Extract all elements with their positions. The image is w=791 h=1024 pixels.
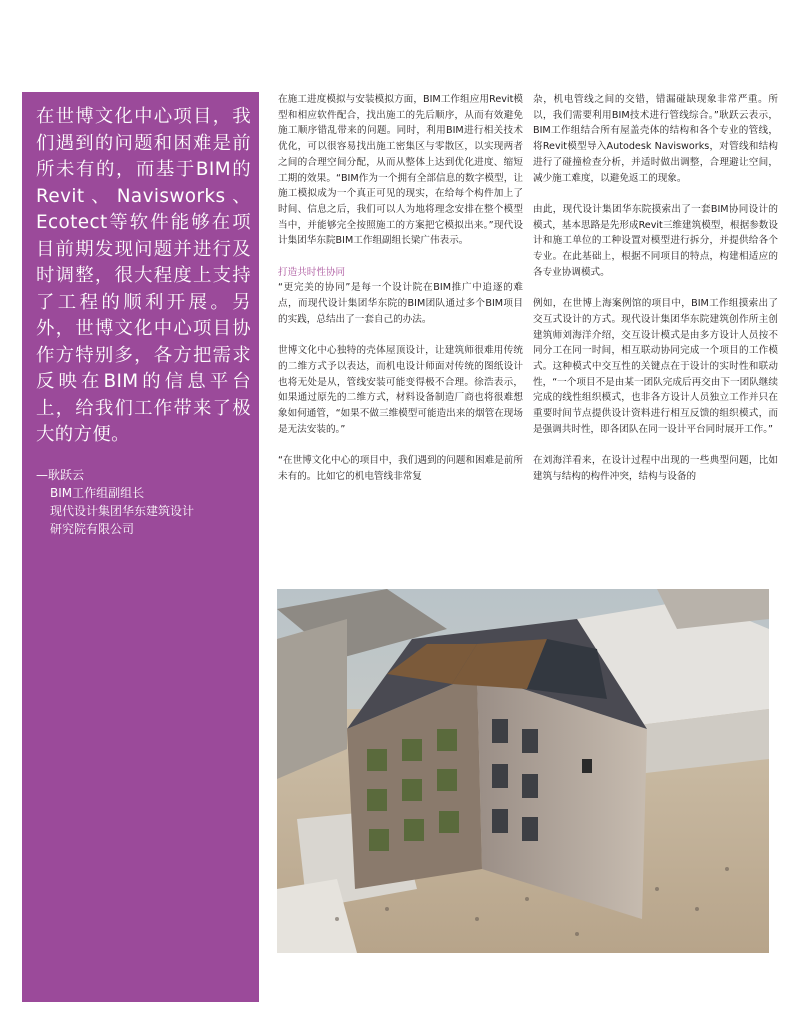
section-heading: 打造共时性协同 xyxy=(278,266,346,278)
pull-quote-text: 在世博文化中心项目，我们遇到的问题和困难是前所未有的，而基于BIM的Revit、Navisworks、Ecotect等软件能够在项目前期发现问题并进行及时调整，很大程度上支持了工程的顺利开展。另外，世博文化中心项目协作方特别多，各方把需求反映在BIM的信息平台上，给我们工作带来了极大的方便。 xyxy=(36,106,251,445)
column2-paragraph-3: 例如，在世博上海案例馆的项目中，BIM工作组摸索出了交互式设计的方式。现代设计集团华东院建筑创作所主创建筑师刘海洋介绍，交互设计模式是由多方设计人员按不同分工在同一时间，相互联动协同完成一个项目的工作模式。这种模式中交互性的关键点在于设计的实时性和联动性，“一个项目不是由某一团队完成后再交由下一团队继续完成的线性组织模式，也非各方设计人员独立工作并只在重要时间节点提供设计资料进行相互反馈的组织模式，而是强调共时性，即各团队在同一设计平台同时展开工作。” xyxy=(533,298,778,435)
article-column-2 xyxy=(533,92,778,485)
attribution-org-line-2: 研究院有限公司 xyxy=(50,522,135,536)
column2-paragraph-4: 在刘海洋看来，在设计过程中出现的一些典型问题，比如建筑与结构的构件冲突，结构与设备的 xyxy=(533,455,778,482)
attribution-title: BIM工作组副组长 xyxy=(50,486,145,500)
attribution-org-line-1: 现代设计集团华东建筑设计 xyxy=(50,504,195,518)
building-rendering-image xyxy=(277,589,769,953)
attribution-name: —耿跃云 xyxy=(36,468,85,482)
quote-attribution xyxy=(36,466,251,538)
column1-paragraph-2: “更完美的协同”是每一个设计院在BIM推广中追逐的难点，而现代设计集团华东院的BIM团队通过多个BIM项目的实践，总结出了一套自己的办法。 xyxy=(278,282,523,325)
column1-paragraph-3: 世博文化中心独特的壳体屋顶设计，让建筑师很难用传统的二维方式予以表达，而机电设计师面对传统的图纸设计也将无处是从，管线安装可能变得极不合理。徐浩表示，如果通过原先的二维方式，材料设备制造厂商也将很难想象如何通管，“如果不做三维模型可能造出来的烟管在现场是无法安装的。” xyxy=(278,345,523,435)
column1-paragraph-4: “在世博文化中心的项目中，我们遇到的问题和困难是前所未有的。比如它的机电管线非常复 xyxy=(278,455,523,482)
column1-paragraph-1: 在施工进度模拟与安装模拟方面，BIM工作组应用Revit模型和相应软件配合，找出施工的先后顺序，从而有效避免施工顺序错乱带来的问题。同时，利用BIM进行相关技术优化，可以很容易找出施工密集区与零散区，以实现两者之间的合理空间分配，从而从整体上达到优化进度、缩短工期的效果。“BIM作为一个拥有全部信息的数字模型，让施工模拟成为一个真正可见的现实，在给每个构件加上了时间、信息之后，我们可以人为地将理念安排在整个模型当中，并能够完全按照施工的方案把它模拟出来。”现代设计集团华东院BIM工作组副组长梁广伟表示。 xyxy=(278,94,523,247)
column2-paragraph-2: 由此，现代设计集团华东院摸索出了一套BIM协同设计的模式，基本思路是先形成Revit三维建筑模型，根据参数设计和施工单位的工种设置对模型进行拆分，并提供给各个专业。在此基础上，根据不同项目的特点，构建相适应的各专业协调模式。 xyxy=(533,203,778,278)
column2-paragraph-1: 杂，机电管线之间的交错，错漏碰缺现象非常严重。所以，我们需要利用BIM技术进行管线综合。”耿跃云表示，BIM工作组结合所有屋盖壳体的结构和各个专业的管线，将Revit模型导入Autodesk Navisworks，对管线和结构进行了碰撞检查分析，并适时做出调整，合理避让空间，减少施工难度，以避免返工的现象。 xyxy=(533,94,778,184)
article-column-1 xyxy=(278,92,523,485)
